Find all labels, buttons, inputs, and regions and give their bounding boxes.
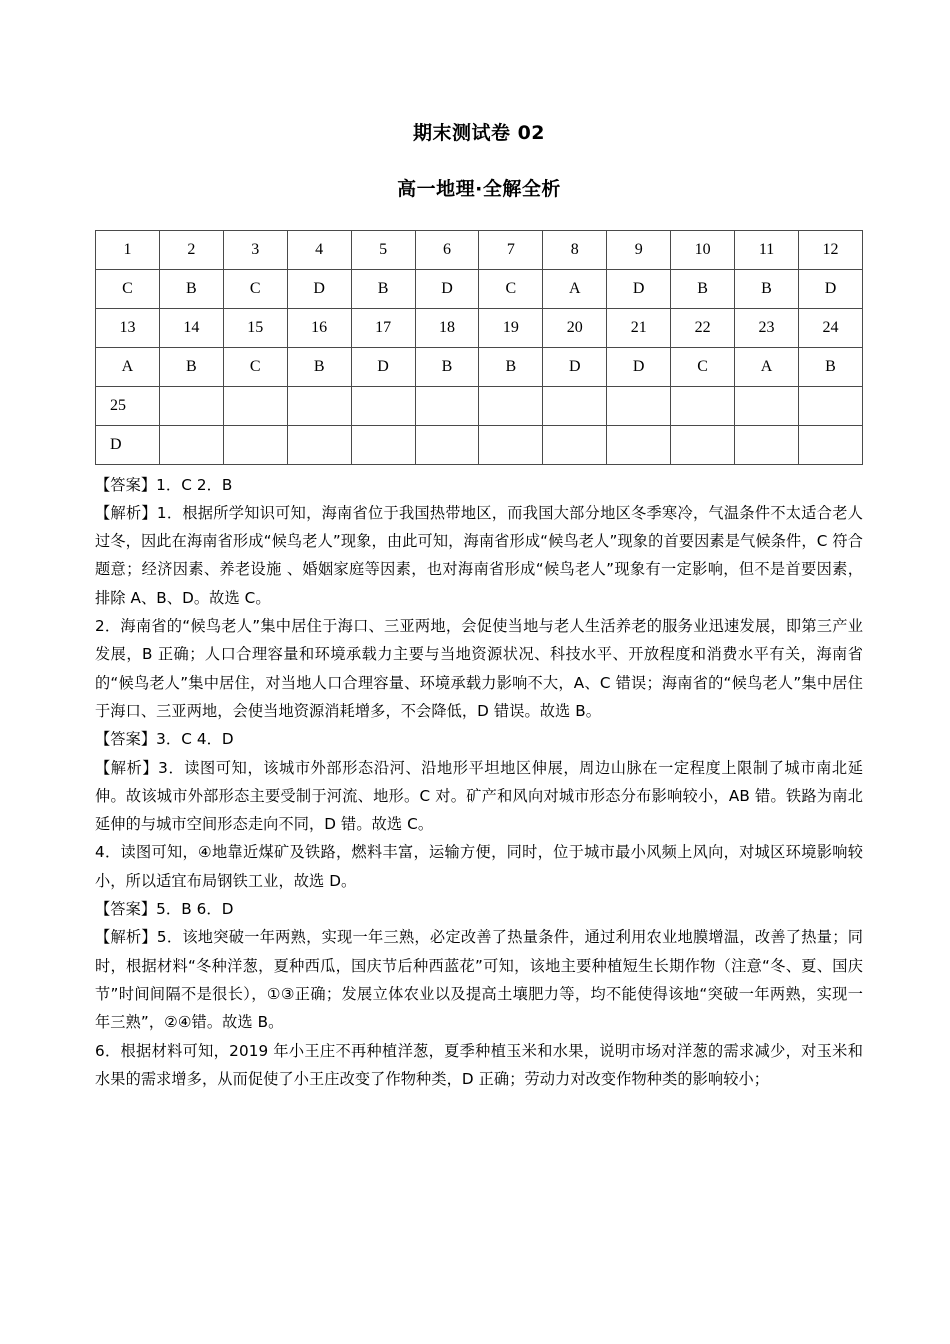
table-cell: B: [159, 269, 223, 308]
table-cell: A: [96, 347, 160, 386]
table-cell: [735, 425, 799, 464]
table-cell: 21: [607, 308, 671, 347]
table-cell: [351, 386, 415, 425]
table-cell: [798, 386, 862, 425]
table-cell: [415, 386, 479, 425]
table-cell: 7: [479, 230, 543, 269]
table-cell: 23: [735, 308, 799, 347]
answer-key-table-body: [96, 230, 863, 464]
table-cell: 24: [798, 308, 862, 347]
page-title: 期末测试卷 02: [412, 122, 546, 144]
table-cell: B: [415, 347, 479, 386]
table-cell: B: [735, 269, 799, 308]
table-cell: D: [96, 425, 160, 464]
question-numbers-row-2: [96, 308, 863, 347]
table-cell: [479, 386, 543, 425]
table-cell: B: [351, 269, 415, 308]
page-content: [95, 0, 863, 1093]
table-cell: 10: [671, 230, 735, 269]
table-cell: 19: [479, 308, 543, 347]
table-cell: [415, 425, 479, 464]
table-cell: B: [159, 347, 223, 386]
table-cell: 14: [159, 308, 223, 347]
table-cell: 1: [96, 230, 160, 269]
explanation-paragraph: 6．根据材料可知，2019 年小王庄不再种植洋葱，夏季种植玉米和水果，说明市场对洋葱的需求减少，对玉米和水果的需求增多，从而促使了小王庄改变了作物种类，D 正确；劳动力对改变作物种类的影响较小；: [95, 1041, 863, 1088]
table-cell: 25: [96, 386, 160, 425]
table-cell: [543, 425, 607, 464]
table-cell: D: [287, 269, 351, 308]
explanation-paragraph: 【解析】5．该地突破一年两熟，实现一年三熟，必定改善了热量条件，通过利用农业地膜增温，改善了热量；同时，根据材料“冬种洋葱，夏种西瓜，国庆节后种西蓝花”可知，该地主要种植短生长期作物（注意“冬、夏、国庆节”时间间隔不是很长），①③正确；发展立体农业以及提高土壤肥力等，均不能使得该地“突破一年两熟，实现一年三熟”，②④错。故选 B。: [95, 928, 863, 1032]
table-cell: B: [671, 269, 735, 308]
table-cell: C: [223, 347, 287, 386]
table-cell: D: [415, 269, 479, 308]
table-cell: B: [479, 347, 543, 386]
table-cell: [735, 386, 799, 425]
table-cell: [543, 386, 607, 425]
explanation-paragraph: 【答案】1．C 2．B: [95, 475, 233, 494]
table-cell: 2: [159, 230, 223, 269]
table-cell: C: [671, 347, 735, 386]
answers-row-1: [96, 269, 863, 308]
table-cell: 17: [351, 308, 415, 347]
table-cell: C: [223, 269, 287, 308]
table-cell: B: [287, 347, 351, 386]
table-cell: 20: [543, 308, 607, 347]
table-cell: 15: [223, 308, 287, 347]
table-cell: D: [607, 347, 671, 386]
table-cell: C: [479, 269, 543, 308]
table-cell: [287, 425, 351, 464]
table-cell: A: [735, 347, 799, 386]
page-subtitle: 高一地理·全解全析: [397, 177, 561, 200]
table-cell: 8: [543, 230, 607, 269]
table-cell: [159, 386, 223, 425]
answers-row-3: [96, 425, 863, 464]
explanation-paragraph: 2．海南省的“候鸟老人”集中居住于海口、三亚两地，会促使当地与老人生活养老的服务业迅速发展，即第三产业发展，B 正确；人口合理容量和环境承载力主要与当地资源状况、科技水平、开放程度和消费水平有关，海南省的“候鸟老人”集中居住，对当地人口合理容量、环境承载力影响不大，A、C 错误；海南省的“候鸟老人”集中居住于海口、三亚两地，会使当地资源消耗增多，不会降低，D 错误。故选 B。: [95, 617, 863, 720]
table-cell: 9: [607, 230, 671, 269]
table-cell: [607, 425, 671, 464]
table-cell: 22: [671, 308, 735, 347]
explanation-paragraph: 【答案】3．C 4．D: [95, 730, 234, 749]
answers-row-2: [96, 347, 863, 386]
table-cell: D: [351, 347, 415, 386]
explanation-paragraph: 【答案】5．B 6．D: [95, 900, 234, 919]
question-numbers-row-3: [96, 386, 863, 425]
table-cell: 11: [735, 230, 799, 269]
table-cell: [287, 386, 351, 425]
question-numbers-row-1: [96, 230, 863, 269]
table-cell: B: [798, 347, 862, 386]
table-cell: [351, 425, 415, 464]
table-cell: [798, 425, 862, 464]
table-cell: 3: [223, 230, 287, 269]
table-cell: 13: [96, 308, 160, 347]
explanation-paragraph: 4．读图可知，④地靠近煤矿及铁路，燃料丰富，运输方便，同时，位于城市最小风频上风向，对城区环境影响较小，所以适宜布局钢铁工业，故选 D。: [95, 843, 863, 890]
table-cell: 4: [287, 230, 351, 269]
table-cell: [671, 425, 735, 464]
table-cell: [223, 425, 287, 464]
explanation-paragraph: 【解析】1．根据所学知识可知，海南省位于我国热带地区，而我国大部分地区冬季寒冷，气温条件不太适合老人过冬，因此在海南省形成“候鸟老人”现象，由此可知，海南省形成“候鸟老人”现象的首要因素是气候条件，C 符合题意；经济因素、养老设施 、婚姻家庭等因素，也对海南省形成“候鸟老人”现象有一定影响，但不是首要因素，排除 A、B、D。故选 C。: [95, 503, 863, 607]
table-cell: D: [607, 269, 671, 308]
table-cell: [159, 425, 223, 464]
table-cell: D: [798, 269, 862, 308]
explanation-paragraph: 【解析】3．读图可知，该城市外部形态沿河、沿地形平坦地区伸展，周边山脉在一定程度上限制了城市南北延伸。故该城市外部形态主要受制于河流、地形。C 对。矿产和风向对城市形态分布影响较小，AB 错。铁路为南北延伸的与城市空间形态走向不同，D 错。故选 C。: [95, 758, 863, 834]
table-cell: 16: [287, 308, 351, 347]
table-cell: [607, 386, 671, 425]
table-cell: [223, 386, 287, 425]
table-cell: [479, 425, 543, 464]
table-cell: [671, 386, 735, 425]
table-cell: 12: [798, 230, 862, 269]
table-cell: 6: [415, 230, 479, 269]
table-cell: D: [543, 347, 607, 386]
table-cell: C: [96, 269, 160, 308]
answer-key-table: [95, 230, 863, 465]
table-cell: 18: [415, 308, 479, 347]
table-cell: A: [543, 269, 607, 308]
explanations-section: [95, 471, 863, 1094]
table-cell: 5: [351, 230, 415, 269]
